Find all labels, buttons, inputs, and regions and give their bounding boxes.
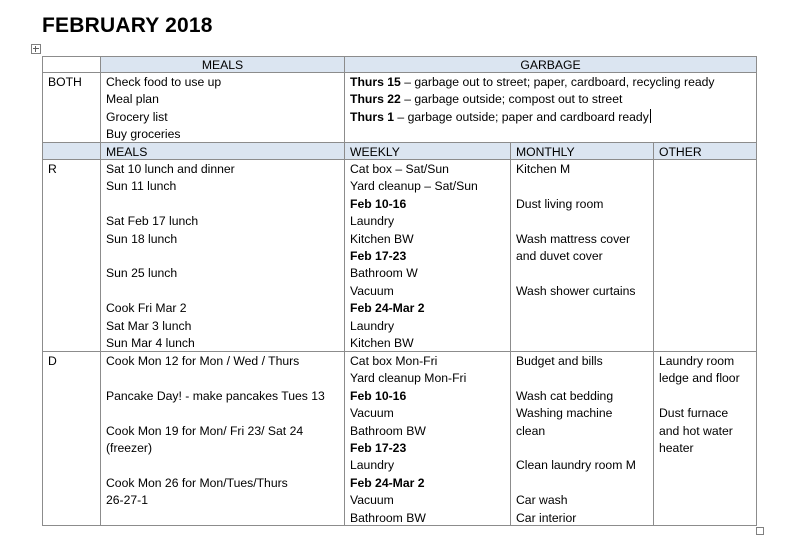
list-item: Pancake Day! - make pancakes Tues 13 bbox=[106, 388, 325, 403]
row-label-d bbox=[42, 351, 101, 526]
list-item bbox=[106, 405, 339, 422]
garbage-date: Thurs 1 bbox=[350, 109, 395, 124]
list-item: Dust living room bbox=[516, 196, 604, 211]
subheader-weekly: WEEKLY bbox=[344, 142, 511, 160]
subheader-meals: MEALS bbox=[100, 142, 345, 160]
row-label-text: D bbox=[48, 354, 57, 368]
list-item: Laundry bbox=[350, 458, 395, 473]
list-item: 26-27-1 bbox=[106, 493, 149, 508]
table-move-handle-icon[interactable] bbox=[31, 44, 41, 54]
list-item: Washing machine bbox=[516, 406, 613, 421]
list-item bbox=[350, 91, 751, 108]
list-item: Bathroom BW bbox=[350, 510, 426, 525]
r-weekly-cell[interactable] bbox=[344, 159, 511, 352]
list-item: Vacuum bbox=[350, 283, 394, 298]
page-title: FEBRUARY 2018 bbox=[42, 14, 213, 37]
list-item: Car wash bbox=[516, 493, 568, 508]
list-item bbox=[106, 196, 339, 213]
week-range: Feb 10-16 bbox=[350, 196, 407, 211]
row-label-both bbox=[42, 72, 101, 143]
list-item: Bathroom BW bbox=[350, 423, 426, 438]
header-garbage: GARBAGE bbox=[344, 56, 757, 73]
list-item: Laundry bbox=[350, 214, 395, 229]
list-item: ledge and floor bbox=[659, 371, 740, 386]
list-item: heater bbox=[659, 440, 694, 455]
d-other-cell[interactable] bbox=[653, 351, 757, 526]
list-item: Laundry room bbox=[659, 354, 735, 368]
list-item bbox=[106, 457, 339, 474]
r-monthly-cell[interactable] bbox=[510, 159, 654, 352]
list-item: Sun 18 lunch bbox=[106, 231, 178, 246]
list-item: Wash cat bedding bbox=[516, 388, 614, 403]
list-item: Check food to use up bbox=[106, 75, 222, 89]
garbage-note: – garbage out to street; paper, cardboard, recycling ready bbox=[400, 75, 715, 89]
list-item bbox=[516, 370, 648, 387]
list-item bbox=[516, 213, 648, 230]
list-item: Cat box Mon-Fri bbox=[350, 354, 438, 368]
list-item: Sun 25 lunch bbox=[106, 266, 178, 281]
list-item: Bathroom W bbox=[350, 266, 418, 281]
list-item: Cook Fri Mar 2 bbox=[106, 301, 187, 316]
list-item: Kitchen BW bbox=[350, 335, 414, 350]
list-item: Cook Mon 19 for Mon/ Fri 23/ Sat 24 bbox=[106, 423, 304, 438]
list-item: Yard cleanup – Sat/Sun bbox=[350, 179, 478, 194]
text-cursor bbox=[650, 109, 651, 123]
r-other-cell[interactable] bbox=[653, 159, 757, 352]
week-range: Feb 17-23 bbox=[350, 248, 407, 263]
garbage-date: Thurs 15 bbox=[350, 75, 401, 89]
header-meals: MEALS bbox=[100, 56, 345, 73]
list-item: and duvet cover bbox=[516, 248, 603, 263]
list-item: Clean laundry room M bbox=[516, 458, 636, 473]
list-item bbox=[516, 178, 648, 195]
table-resize-handle-icon[interactable] bbox=[756, 527, 764, 535]
list-item: Buy groceries bbox=[106, 127, 181, 142]
list-item: Dust furnace bbox=[659, 406, 729, 421]
d-weekly-cell[interactable] bbox=[344, 351, 511, 526]
week-range: Feb 24-Mar 2 bbox=[350, 301, 425, 316]
list-item bbox=[516, 265, 648, 282]
list-item: Wash shower curtains bbox=[516, 283, 636, 298]
list-item: clean bbox=[516, 423, 546, 438]
week-range: Feb 17-23 bbox=[350, 440, 407, 455]
list-item: Car interior bbox=[516, 510, 577, 525]
list-item: Vacuum bbox=[350, 493, 394, 508]
header-empty-cell bbox=[42, 56, 101, 73]
week-range: Feb 24-Mar 2 bbox=[350, 475, 425, 490]
list-item: Budget and bills bbox=[516, 354, 603, 368]
subheader-empty-cell bbox=[42, 142, 101, 160]
list-item bbox=[659, 388, 751, 405]
list-item bbox=[516, 440, 648, 457]
list-item: Kitchen M bbox=[516, 162, 571, 176]
list-item: Sat Feb 17 lunch bbox=[106, 214, 199, 229]
list-item bbox=[106, 283, 339, 300]
list-item bbox=[350, 74, 751, 91]
both-meals-cell[interactable] bbox=[100, 72, 345, 143]
list-item bbox=[350, 109, 751, 126]
both-garbage-cell[interactable] bbox=[344, 72, 757, 143]
list-item: Sat 10 lunch and dinner bbox=[106, 162, 235, 176]
list-item: (freezer) bbox=[106, 440, 153, 455]
garbage-note: – garbage outside; paper and cardboard ready bbox=[394, 109, 649, 124]
list-item bbox=[106, 248, 339, 265]
row-label-text: R bbox=[48, 162, 57, 176]
d-monthly-cell[interactable] bbox=[510, 351, 654, 526]
list-item: Wash mattress cover bbox=[516, 231, 631, 246]
list-item bbox=[516, 475, 648, 492]
list-item bbox=[106, 370, 339, 387]
list-item: Sat Mar 3 lunch bbox=[106, 318, 192, 333]
list-item: Cook Mon 26 for Mon/Tues/Thurs bbox=[106, 475, 288, 490]
list-item: Laundry bbox=[350, 318, 395, 333]
list-item: Cook Mon 12 for Mon / Wed / Thurs bbox=[106, 354, 300, 368]
list-item: Grocery list bbox=[106, 109, 168, 124]
row-label-text: BOTH bbox=[48, 75, 82, 89]
list-item: Sun 11 lunch bbox=[106, 179, 177, 194]
list-item: Cat box – Sat/Sun bbox=[350, 162, 449, 176]
garbage-note: – garbage outside; compost out to street bbox=[400, 92, 623, 107]
week-range: Feb 10-16 bbox=[350, 388, 407, 403]
list-item: Vacuum bbox=[350, 406, 394, 421]
list-item: Kitchen BW bbox=[350, 231, 414, 246]
subheader-monthly: MONTHLY bbox=[510, 142, 654, 160]
list-item: Sun Mar 4 lunch bbox=[106, 335, 195, 350]
list-item: Yard cleanup Mon-Fri bbox=[350, 371, 467, 386]
row-label-r bbox=[42, 159, 101, 352]
d-meals-cell[interactable] bbox=[100, 351, 345, 526]
r-meals-cell[interactable] bbox=[100, 159, 345, 352]
list-item: Meal plan bbox=[106, 92, 159, 107]
list-item: and hot water bbox=[659, 423, 733, 438]
subheader-other: OTHER bbox=[653, 142, 757, 160]
garbage-date: Thurs 22 bbox=[350, 92, 401, 107]
